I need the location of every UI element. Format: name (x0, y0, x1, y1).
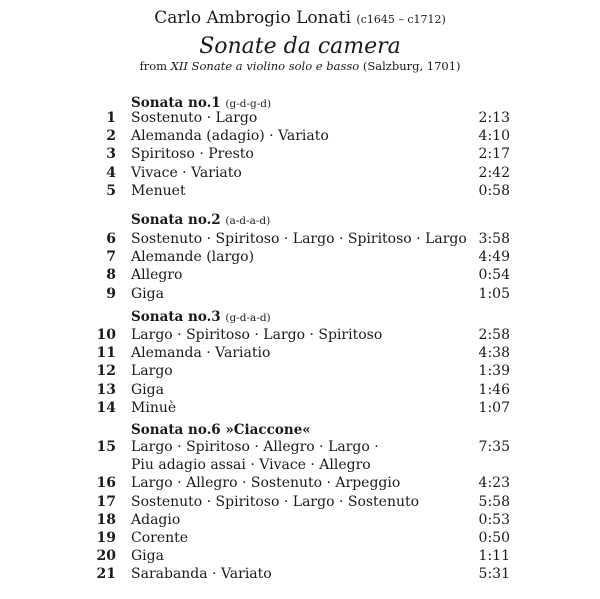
track-number: 13 (96, 381, 116, 398)
sonata-name: Sonata no.1 (131, 95, 221, 111)
track-time: 1:11 (478, 548, 510, 565)
track-title: Adagio (131, 511, 181, 528)
source-title: XII Sonate a violino solo e basso (170, 59, 360, 73)
track-number: 7 (106, 249, 116, 266)
track-title: Vivace · Variato (131, 164, 242, 181)
track-number: 18 (96, 511, 116, 528)
track-time: 2:58 (478, 327, 510, 343)
track-title: Largo (131, 363, 173, 380)
track-title: Alemanda (adagio) · Variato (131, 128, 329, 145)
track-number: 11 (96, 345, 116, 362)
track-title: Alemande (largo) (131, 249, 255, 266)
sonata-heading (131, 309, 271, 325)
track-title: Giga (131, 548, 164, 565)
sonata-key: (g-d-a-d) (225, 312, 271, 324)
track-title: Giga (131, 285, 164, 302)
track-title: Sostenuto · Spiritoso · Largo · Sostenuto (131, 493, 420, 510)
track-time: 1:39 (478, 363, 510, 380)
track-time: 1:07 (478, 399, 510, 416)
sonata-name: Sonata no.6 »Ciaccone« (131, 422, 311, 438)
track-number: 15 (96, 439, 116, 455)
track-title: Alemanda · Variatio (131, 345, 271, 362)
composer-dates: (c1645 – c1712) (356, 13, 446, 26)
track-time: 7:35 (478, 439, 510, 455)
track-number: 2 (106, 128, 116, 145)
track-title: Menuet (131, 182, 186, 199)
track-title: Sostenuto · Spiritoso · Largo · Spiritoso · Largo (131, 231, 467, 247)
track-number: 3 (106, 146, 116, 163)
track-time: 0:53 (478, 511, 510, 528)
track-title: Minuè (131, 399, 177, 416)
track-title: Largo · Spiritoso · Largo · Spiritoso (131, 327, 383, 343)
track-number: 8 (106, 267, 116, 284)
composer-line (0, 8, 600, 28)
sonata-heading (131, 212, 270, 228)
sonata-heading (131, 422, 311, 438)
track-time: 0:58 (478, 182, 510, 199)
track-number: 6 (106, 231, 116, 247)
track-time: 4:23 (478, 475, 510, 492)
track-title: Largo · Allegro · Sostenuto · Arpeggio (131, 475, 401, 492)
source-prefix: from (139, 59, 171, 73)
track-time: 4:49 (478, 249, 510, 266)
track-time: 2:42 (478, 164, 510, 181)
track-title: Spiritoso · Presto (131, 146, 254, 163)
album-title: Sonate da camera (199, 34, 401, 59)
sonata-key: (g-d-g-d) (225, 98, 272, 110)
track-time: 4:38 (478, 345, 510, 362)
track-title-continued: Piu adagio assai · Vivace · Allegro (131, 457, 371, 474)
track-title: Allegro (131, 267, 183, 284)
track-time: 5:31 (478, 566, 510, 583)
track-title: Corente (131, 530, 189, 546)
track-time: 3:58 (478, 231, 510, 247)
track-number: 16 (96, 475, 116, 492)
track-number: 5 (106, 182, 116, 199)
source-line (0, 59, 600, 73)
composer-name: Carlo Ambrogio Lonati (154, 8, 352, 28)
source-suffix: (Salzburg, 1701) (359, 59, 461, 73)
sonata-heading (131, 95, 271, 111)
track-title: Giga (131, 381, 164, 398)
track-time: 2:13 (478, 110, 510, 126)
track-number: 4 (106, 164, 116, 181)
track-title: Sostenuto · Largo (131, 110, 258, 126)
track-number: 19 (96, 530, 116, 546)
track-time: 1:46 (478, 381, 510, 398)
track-time: 2:17 (478, 146, 510, 163)
sonata-key: (a-d-a-d) (225, 215, 271, 227)
track-number: 1 (106, 110, 116, 126)
sonata-name: Sonata no.2 (131, 212, 221, 228)
track-time: 0:54 (478, 267, 510, 284)
track-number: 17 (96, 493, 116, 510)
track-time: 0:50 (478, 530, 510, 546)
track-time: 5:58 (478, 493, 510, 510)
sonata-name: Sonata no.3 (131, 309, 221, 325)
track-number: 20 (96, 548, 116, 565)
track-time: 1:05 (478, 285, 510, 302)
track-number: 9 (106, 285, 116, 302)
track-title: Largo · Spiritoso · Allegro · Largo · (131, 439, 379, 455)
track-number: 21 (96, 566, 116, 583)
track-title: Sarabanda · Variato (131, 566, 272, 583)
track-time: 4:10 (478, 128, 510, 145)
track-number: 12 (96, 363, 116, 380)
track-number: 10 (96, 327, 116, 343)
track-number: 14 (96, 399, 116, 416)
